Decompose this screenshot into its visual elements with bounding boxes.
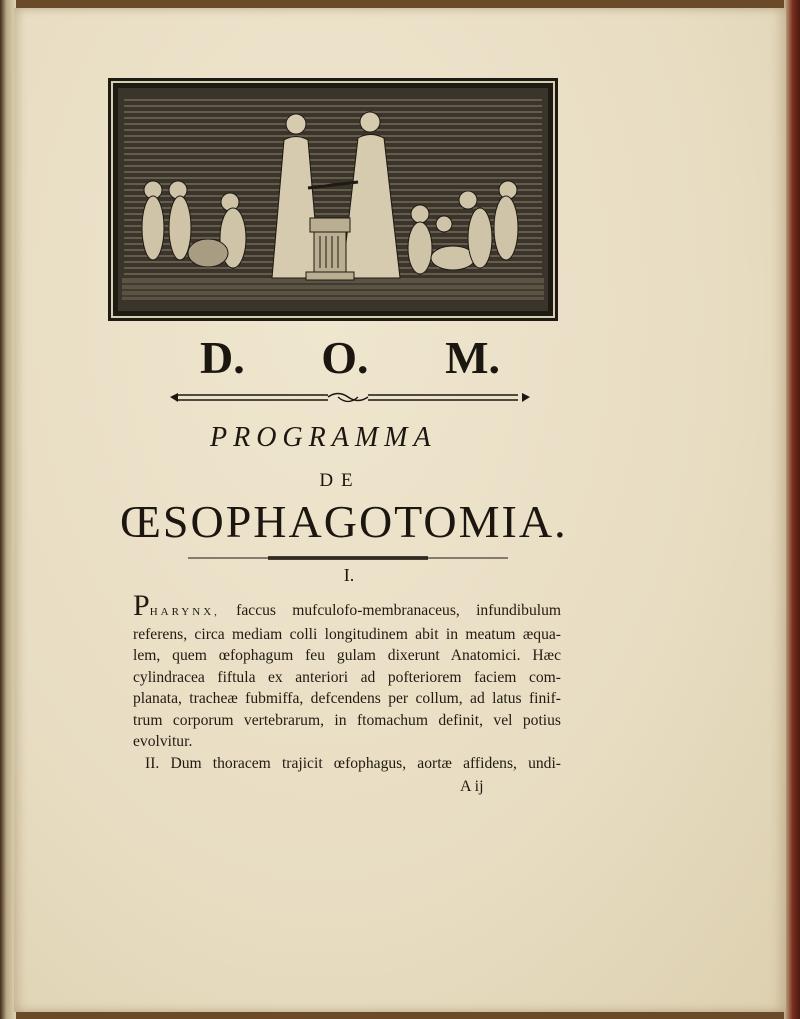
text-line: planata, tracheæ fubmiffa, defcendens per collum, ad latus finif- <box>133 690 561 707</box>
programma-title: PROGRAMMA <box>210 422 437 453</box>
dom-letter-o: O. <box>321 331 369 383</box>
dom-letter-d: D. <box>200 331 245 383</box>
smallcaps-word: HARYNX, <box>149 606 220 618</box>
main-title: ŒSOPHAGOTOMIA. <box>120 496 568 547</box>
text-line: lem, quem œfophagum feu gulam dixerunt Anatomici. Hæc <box>133 647 561 664</box>
dropcap: P <box>133 589 150 622</box>
body-text <box>133 589 561 774</box>
de-line: DE <box>319 470 361 491</box>
paragraph1-first-line <box>133 589 561 624</box>
dom-letter-m: M. <box>445 331 500 383</box>
section-rule <box>188 554 508 562</box>
text-line: cylindracea fiftula ex anteriori ad pofteriorem faciem com- <box>133 668 561 686</box>
dom-heading <box>200 332 500 382</box>
signature-mark: A ij <box>460 778 484 795</box>
engraving-vignette <box>108 78 558 321</box>
paragraph2-line: II. Dum thoracem trajicit œfophagus, aortæ affidens, undi- <box>145 754 561 772</box>
section-number: I. <box>343 565 355 585</box>
book-edge-right <box>784 0 800 1019</box>
text-line: trum corporum vertebrarum, in ftomachum definit, vel potius <box>133 711 561 729</box>
ornamental-rule <box>168 390 532 406</box>
text-line: faccus mufculofo-membranaceus, infundibulum <box>219 602 561 619</box>
text-line: evolvitur. <box>133 733 193 750</box>
engraving-image <box>108 78 558 321</box>
text-line: referens, circa mediam colli longitudinem abit in meatum æqua- <box>133 625 561 643</box>
